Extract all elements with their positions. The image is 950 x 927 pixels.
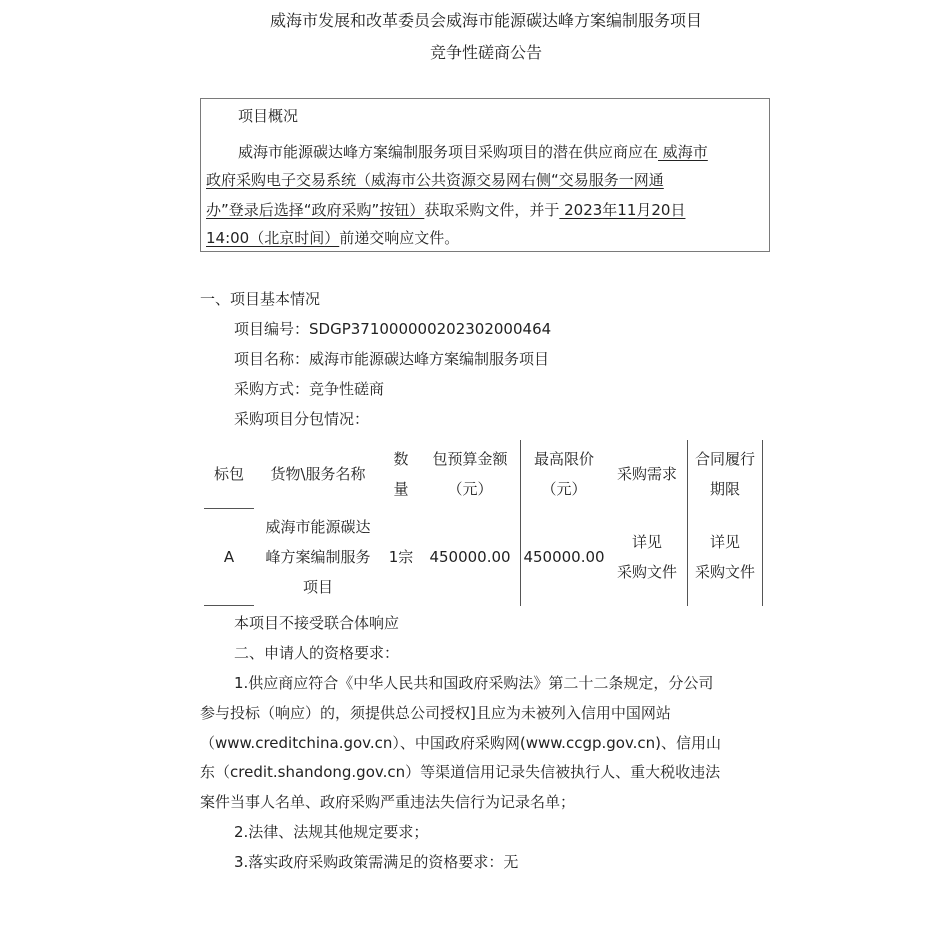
table-header-row [204, 440, 763, 509]
requirement-1-line-4: 东（credit.shandong.gov.cn）等渠道信用记录失信被执行人、重大税收违法 [200, 763, 721, 781]
consortium-note: 本项目不接受联合体响应 [234, 614, 400, 632]
header-name: 货物\服务名称 [270, 465, 366, 484]
overview-line-4 [206, 227, 459, 248]
cell-name [254, 509, 382, 606]
cell-name-1: 威海市能源碳达 [265, 518, 371, 536]
cell-term-2: 采购文件 [694, 563, 755, 581]
overview-link-text: 威海市 [658, 143, 708, 161]
cell-term-1: 详见 [709, 533, 740, 551]
overview-line-2: 政府采购电子交易系统（威海市公共资源交易网右侧“交易服务一网通 [206, 171, 664, 189]
cell-budget: 450000.00 [420, 509, 521, 606]
requirement-2: 2.法律、法规其他规定要求； [234, 823, 429, 841]
notice-title-line2: 竞争性磋商公告 [429, 43, 542, 62]
package-table [204, 440, 763, 606]
overview-heading: 项目概况 [238, 107, 299, 125]
project-number: 项目编号：SDGP371000000202302000464 [234, 320, 552, 338]
cell-req-1: 详见 [631, 533, 662, 551]
header-qty-1: 数 [393, 450, 409, 469]
overview-text: 获取采购文件，并于 [424, 201, 560, 219]
requirement-1-line-5: 案件当事人名单、政府采购严重违法失信行为记录名单； [200, 793, 576, 811]
requirement-1-line-2: 参与投标（响应）的，须提供总公司授权]且应为未被列入信用中国网站 [200, 704, 671, 722]
project-overview-box [200, 98, 770, 252]
overview-link-text: 办”登录后选择“政府采购”按钮） [206, 201, 425, 219]
cell-lot: A [204, 509, 254, 606]
requirement-1-line-3: （www.creditchina.gov.cn）、中国政府采购网(www.ccgp.gov.cn)、信用山 [200, 734, 722, 752]
section1-heading: 一、项目基本情况 [200, 290, 321, 308]
header-budget-1: 包预算金额 [432, 450, 508, 469]
cell-qty: 1宗 [388, 548, 414, 566]
requirement-3: 3.落实政府采购政策需满足的资格要求：无 [234, 853, 519, 871]
header-lot: 标包 [204, 440, 254, 509]
header-term-2: 期限 [709, 480, 740, 499]
header-budget-2: （元） [447, 480, 493, 499]
procurement-method: 采购方式：竞争性磋商 [234, 380, 385, 398]
header-qty [382, 440, 420, 509]
header-qty-2: 量 [393, 480, 409, 499]
project-name: 项目名称：威海市能源碳达峰方案编制服务项目 [234, 350, 550, 368]
header-max-2: （元） [541, 480, 587, 499]
overview-deadline-date: 2023年11月20日 [559, 201, 686, 219]
table-row [204, 509, 763, 606]
cell-requirement [607, 509, 688, 606]
header-budget [420, 440, 521, 509]
overview-text: 前递交响应文件。 [339, 229, 460, 247]
header-max-price [521, 440, 608, 509]
overview-line-3 [206, 199, 685, 220]
packages-label: 采购项目分包情况： [234, 410, 370, 428]
overview-deadline-time: 14:00（北京时间） [206, 229, 340, 247]
notice-title-line1: 威海市发展和改革委员会威海市能源碳达峰方案编制服务项目 [269, 11, 702, 30]
header-max-1: 最高限价 [533, 450, 594, 469]
cell-max-price: 450000.00 [523, 548, 605, 566]
cell-req-2: 采购文件 [616, 563, 677, 581]
header-term [688, 440, 763, 509]
header-requirement: 采购需求 [607, 440, 688, 509]
cell-name-3: 项目 [302, 578, 333, 596]
overview-line-1 [238, 141, 708, 162]
requirement-1-line-1: 1.供应商应符合《中华人民共和国政府采购法》第二十二条规定，分公司 [234, 674, 714, 692]
cell-name-2: 峰方案编制服务 [265, 548, 371, 566]
section2-heading: 二、申请人的资格要求： [234, 644, 400, 662]
header-term-1: 合同履行 [694, 450, 755, 469]
overview-text: 威海市能源碳达峰方案编制服务项目采购项目的潜在供应商应在 [238, 143, 659, 161]
cell-term [688, 509, 763, 606]
